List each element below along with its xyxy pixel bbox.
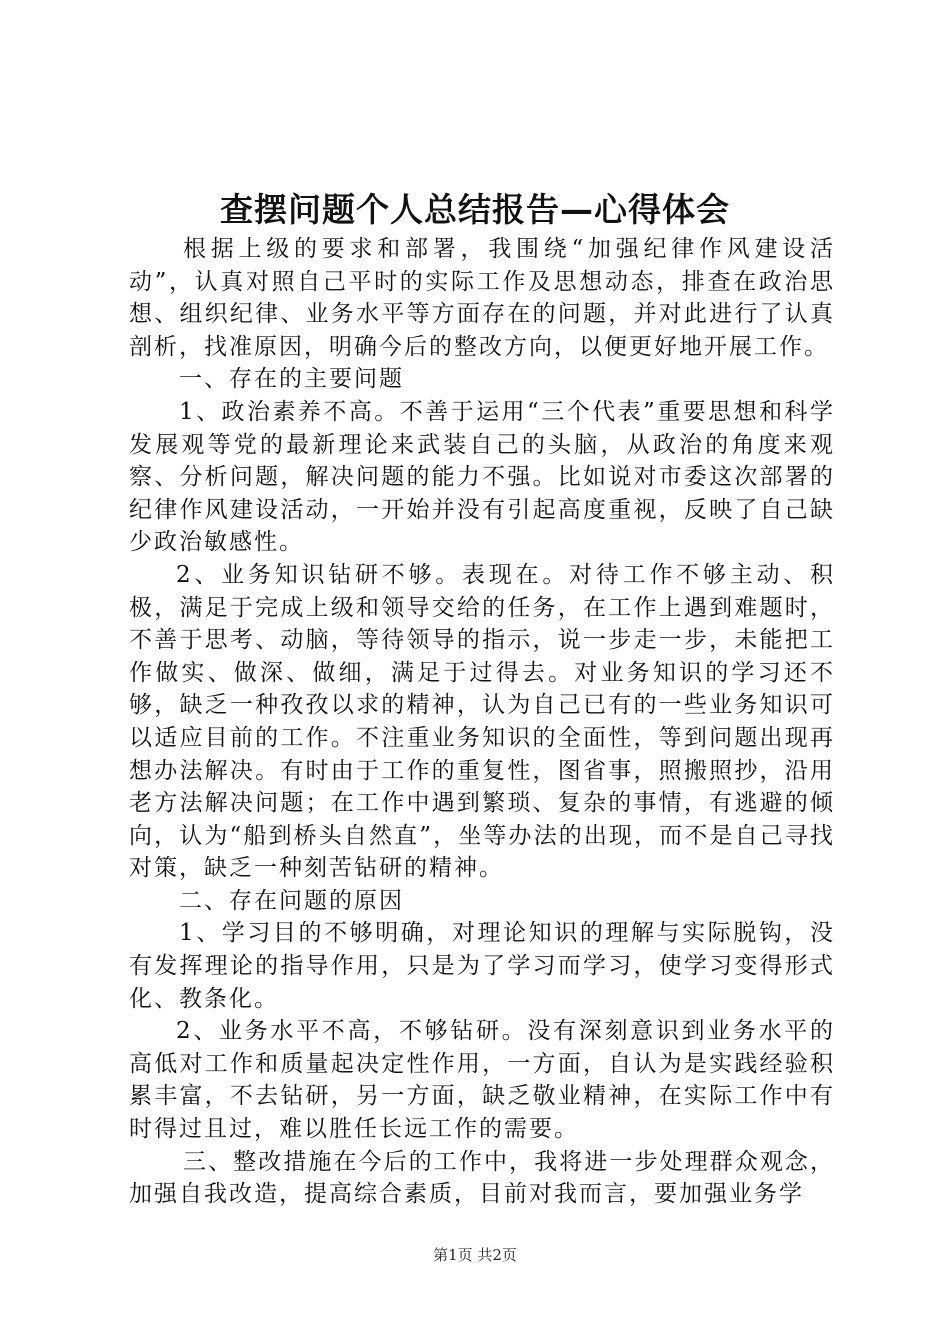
paragraph-measures: 三、整改措施在今后的工作中，我将进一步处理群众观念，加强自我改造，提高综合素质，目前对我而言，要加强业务学 [129,1148,835,1208]
document-title: 查摆问题个人总结报告—心得体会 [220,190,730,229]
section-heading-causes: 二、存在问题的原因 [179,887,404,914]
paragraph-problem-2: 2、业务知识钻研不够。表现在。对待工作不够主动、积极，满足于完成上级和领导交给的任务，在工作上遇到难题时，不善于思考、动脑，等待领导的指示，说一步走一步，未能把工作做实、做深、做细，满足于过得去。对业务知识的学习还不够，缺乏一种孜孜以求的精神，认为自己已有的一些业务知识可以适应目前的工作。不注重业务知识的全面性，等到问题出现再想办法解决。有时由于工作的重复性，图省事，照搬照抄，沿用老方法解决问题；在工作中遇到繁琐、复杂的事情，有逃避的倾向，认为“船到桥头自然直”，坐等办法的出现，而不是自己寻找对策，缺乏一种刻苦钻研的精神。 [129,561,835,882]
paragraph-intro: 根据上级的要求和部署，我围绕“加强纪律作风建设活动”，认真对照自己平时的实际工作及思想动态，排查在政治思想、组织纪律、业务水平等方面存在的问题，并对此进行了认真剖析，找准原因，明确今后的整改方向，以便更好地开展工作。 [129,236,835,360]
document-body [129,233,835,1211]
page-number-footer: 第1页 共2页 [433,1246,517,1264]
paragraph-cause-1: 1、学习目的不够明确，对理论知识的理解与实际脱钩，没有发挥理论的指导作用，只是为了学习而学习，使学习变得形式化、教条化。 [129,920,835,1012]
paragraph-cause-2: 2、业务水平不高，不够钻研。没有深刻意识到业务水平的高低对工作和质量起决定性作用，一方面，自认为是实践经验积累丰富，不去钻研，另一方面，缺乏敬业精神，在实际工作中有时得过且过，难以胜任长远工作的需要。 [129,1018,835,1143]
section-heading-problems: 一、存在的主要问题 [179,366,404,393]
paragraph-problem-1: 1、政治素养不高。不善于运用“三个代表”重要思想和科学发展观等党的最新理论来武装自己的头脑，从政治的角度来观察、分析问题，解决问题的能力不强。比如说对市委这次部署的纪律作风建设活动，一开始并没有引起高度重视，反映了自己缺少政治敏感性。 [129,398,835,556]
